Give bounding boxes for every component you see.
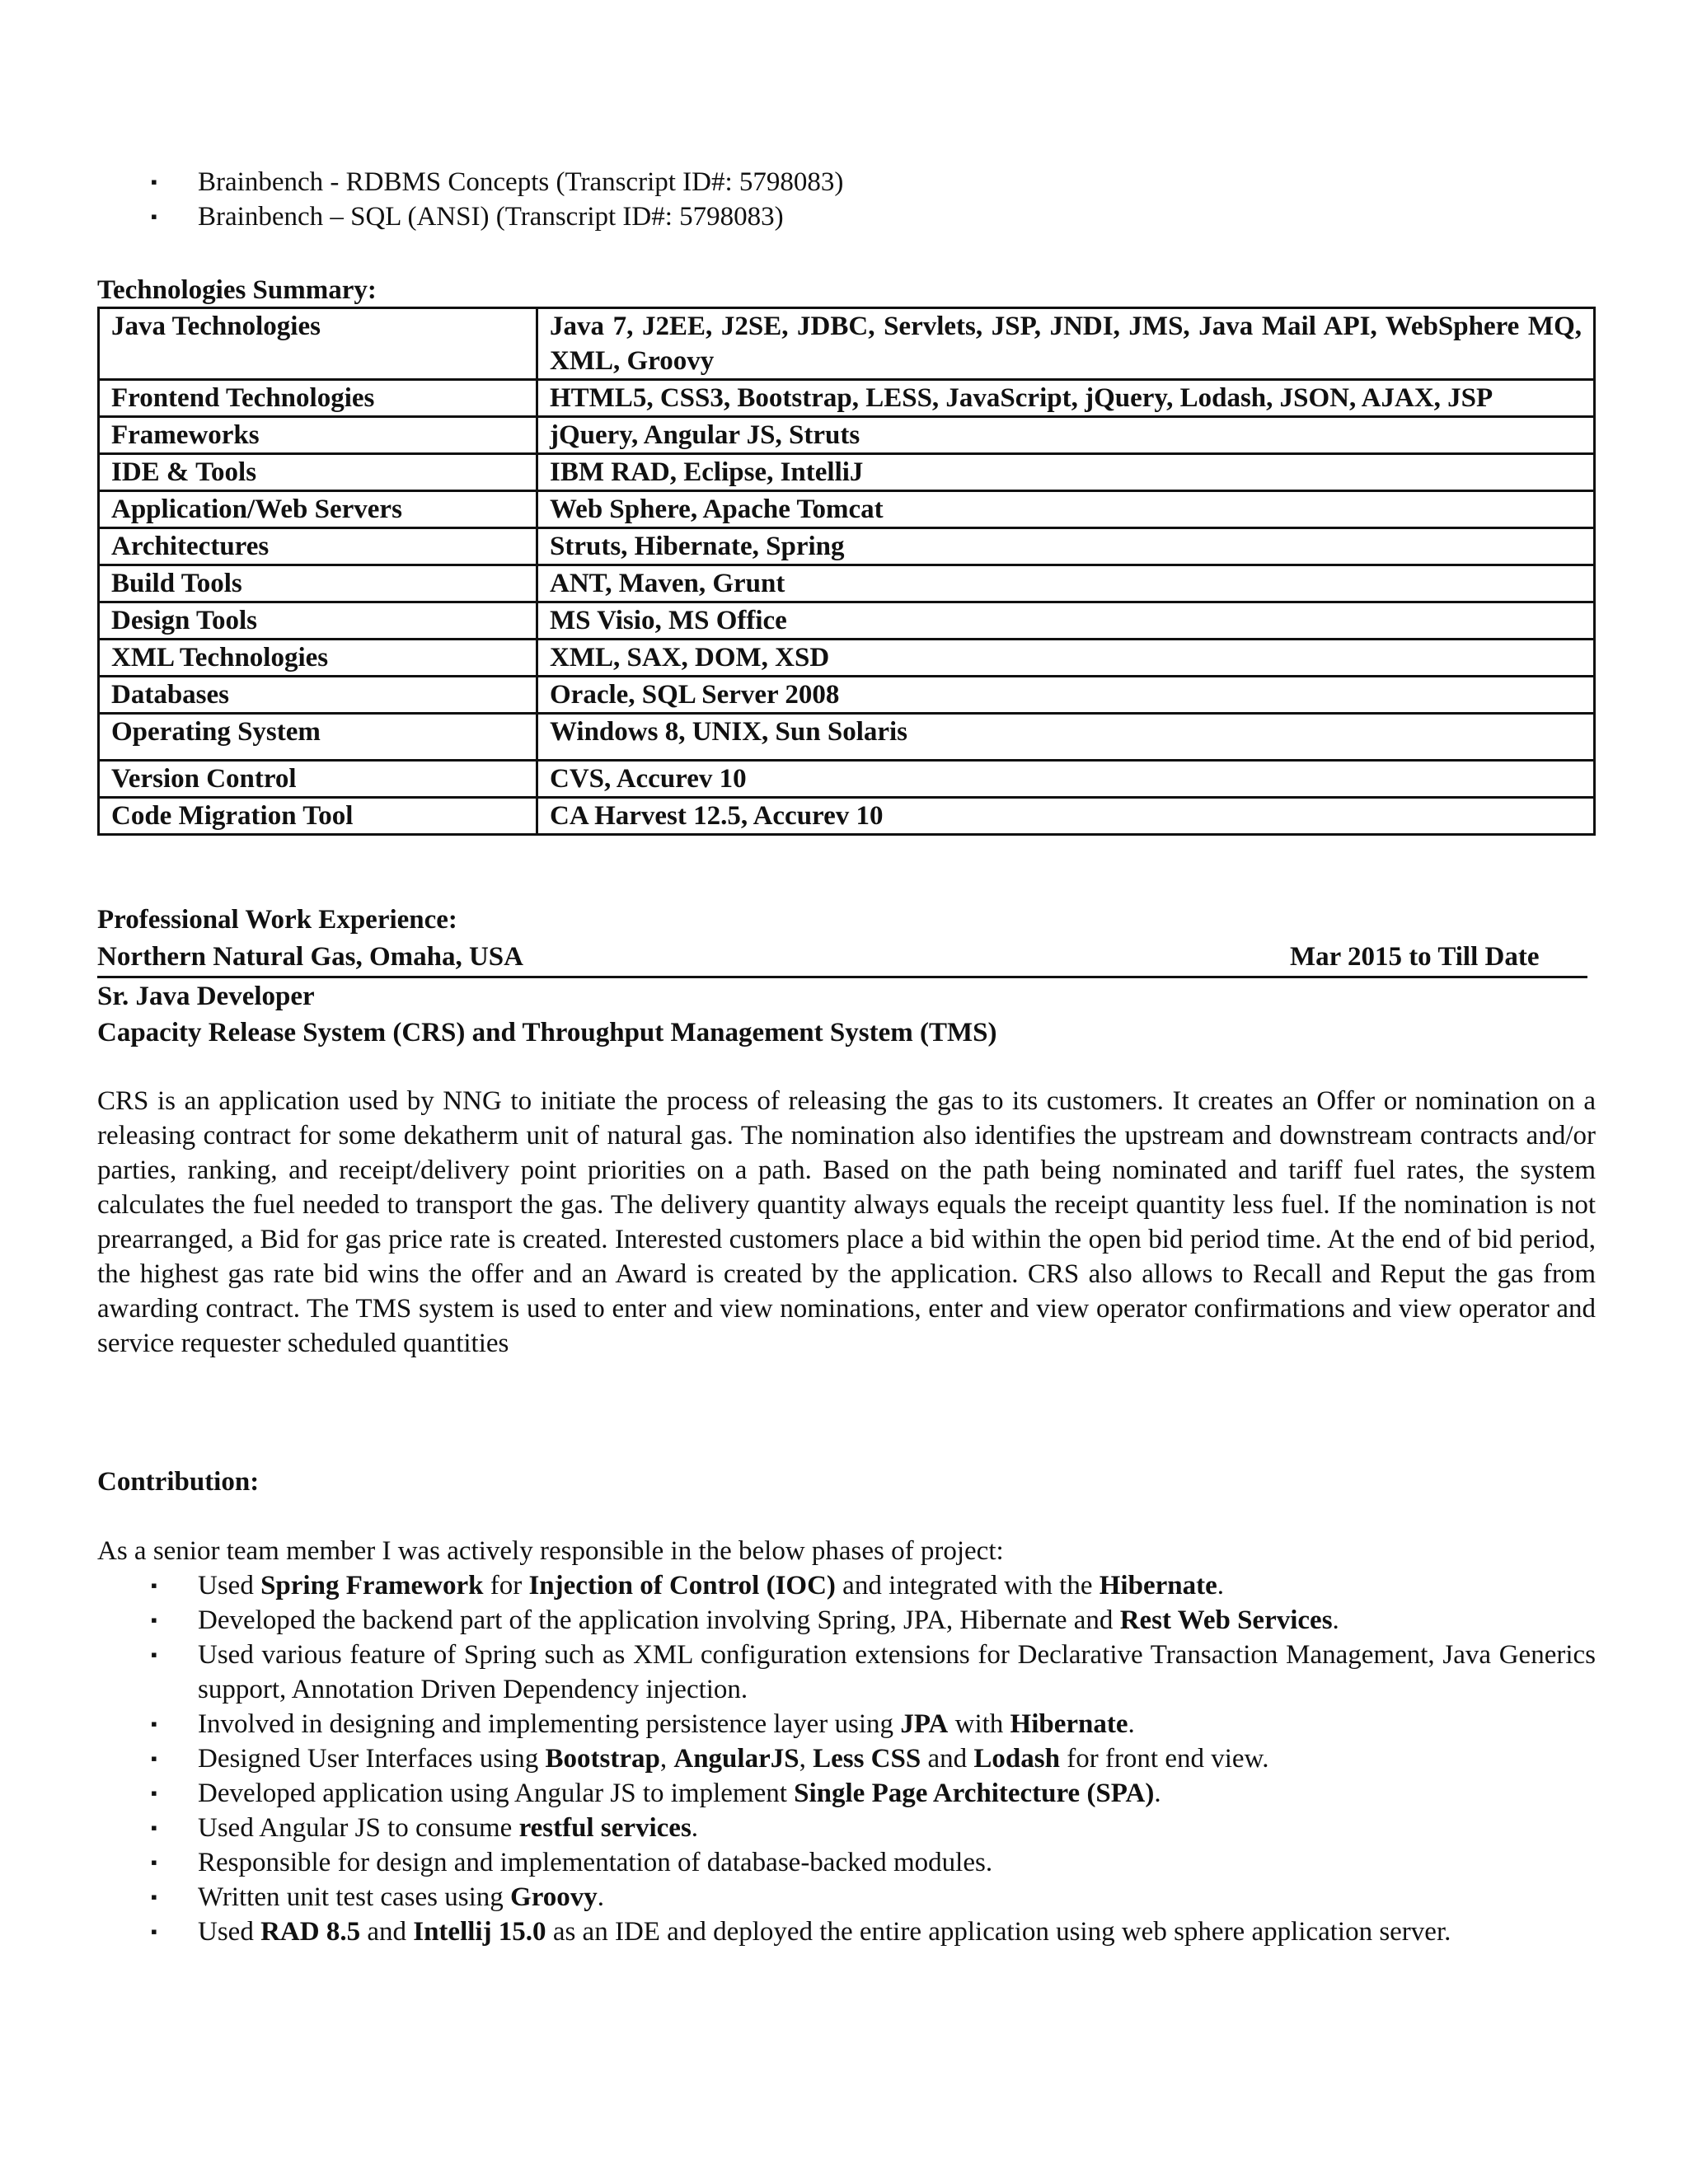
text-run: , (659, 1744, 674, 1774)
bullet-marker: ▪ (151, 1610, 157, 1630)
text-run: for front end view. (1059, 1744, 1269, 1774)
tech-items: Oracle, SQL Server 2008 (537, 677, 1595, 714)
bold-term: AngularJS (673, 1744, 799, 1774)
tech-category: Build Tools (99, 565, 537, 602)
tech-row (99, 640, 1595, 677)
tech-row (99, 417, 1595, 454)
job-role: Sr. Java Developer (97, 982, 315, 1011)
text-run: and integrated with the (835, 1571, 1100, 1601)
bullet-marker: ▪ (151, 1748, 157, 1769)
tech-category: Application/Web Servers (99, 491, 537, 528)
tech-category: Frameworks (99, 417, 537, 454)
bullet-marker: ▪ (151, 1921, 157, 1942)
bold-term: Groovy (510, 1882, 598, 1912)
text-run: . (1128, 1709, 1135, 1739)
contribution-item (198, 1638, 1596, 1707)
bold-term: Spring Framework (260, 1571, 484, 1601)
text-run: Developed application using Angular JS to implement (198, 1779, 795, 1808)
tech-row (99, 565, 1595, 602)
tech-category: Databases (99, 677, 537, 714)
tech-category: Version Control (99, 761, 537, 798)
tech-items: Windows 8, UNIX, Sun Solaris (537, 714, 1595, 761)
text-run: and (921, 1744, 974, 1774)
tech-row (99, 677, 1595, 714)
text-run: Designed User Interfaces using (198, 1744, 546, 1774)
bullet-marker: ▪ (151, 1783, 157, 1803)
contribution-item (198, 1568, 1596, 1603)
bullet-marker: ▪ (151, 1644, 157, 1665)
text-run: . (691, 1813, 699, 1843)
text-run: . (597, 1882, 605, 1912)
contribution-item (198, 1741, 1596, 1776)
bold-term: Injection of Control (IOC) (528, 1571, 836, 1601)
bold-term: Single Page Architecture (SPA) (794, 1779, 1155, 1808)
text-run: Used various feature of Spring such as XML configuration extensions for Declarative Transaction Management, Java Generics support, Annotation Driven Dependency injection. (198, 1640, 1596, 1704)
text-run: . (1217, 1571, 1224, 1601)
certification-item: Brainbench – SQL (ANSI) (Transcript ID#: 5798083) (198, 202, 784, 232)
text-run: . (1154, 1779, 1161, 1808)
bullet-marker: ▪ (151, 1575, 157, 1596)
bullet-marker: ▪ (151, 1817, 157, 1838)
company-underline (97, 976, 1587, 978)
bold-term: Hibernate (1099, 1571, 1217, 1601)
text-run: Developed the backend part of the application involving Spring, JPA, Hibernate and (198, 1605, 1120, 1635)
bold-term: Intellij 15.0 (413, 1917, 546, 1947)
text-run: with (948, 1709, 1010, 1739)
tech-row (99, 528, 1595, 565)
tech-items: Web Sphere, Apache Tomcat (537, 491, 1595, 528)
bold-term: Less CSS (813, 1744, 921, 1774)
tech-row (99, 602, 1595, 640)
tech-items: CA Harvest 12.5, Accurev 10 (537, 798, 1595, 835)
text-run: Used (198, 1571, 261, 1601)
employment-dates: Mar 2015 to Till Date (1290, 942, 1540, 972)
text-run: Involved in designing and implementing persistence layer using (198, 1709, 901, 1739)
bold-term: Rest Web Services (1119, 1605, 1333, 1635)
experience-heading: Professional Work Experience: (97, 905, 457, 935)
text-run: . (1332, 1605, 1339, 1635)
tech-items: IBM RAD, Eclipse, IntelliJ (537, 454, 1595, 491)
certification-item: Brainbench - RDBMS Concepts (Transcript ID#: 5798083) (198, 167, 844, 197)
tech-category: Design Tools (99, 602, 537, 640)
tech-items: Java 7, J2EE, J2SE, JDBC, Servlets, JSP, JNDI, JMS, Java Mail API, WebSphere MQ, XML, Groovy (537, 308, 1595, 380)
text-run: and (360, 1917, 414, 1947)
contribution-item (198, 1880, 1596, 1915)
tech-row (99, 380, 1595, 417)
tech-summary-heading: Technologies Summary: (97, 275, 377, 305)
contribution-item (198, 1707, 1596, 1741)
bold-term: Lodash (973, 1744, 1060, 1774)
tech-row (99, 714, 1595, 761)
text-run: as an IDE and deployed the entire application using web sphere application server. (546, 1917, 1451, 1947)
tech-items: jQuery, Angular JS, Struts (537, 417, 1595, 454)
project-description: CRS is an application used by NNG to initiate the process of releasing the gas to its customers. It creates an Offer or nomination on a releasing contract for some dekatherm unit of natural gas. The nomination also identifies the upstream and downstream contracts and/or parties, ranking, and receipt/delivery point priorities on a path. Based on the path being nominated and tariff fuel rates, the system calculates the fuel needed to transport the gas. The delivery quantity always equals the receipt quantity less fuel. If the nomination is not prearranged, a Bid for gas price rate is created. Interested customers place a bid within the open bid period time. At the end of bid period, the highest gas rate bid wins the offer and an Award is created by the application. CRS also allows to Recall and Reput the gas from awarding contract. The TMS system is used to enter and view nominations, enter and view operator confirmations and view operator and service requester scheduled quantities (97, 1086, 1596, 1358)
tech-category: Architectures (99, 528, 537, 565)
tech-category: XML Technologies (99, 640, 537, 677)
contribution-item (198, 1811, 1596, 1845)
bullet-marker: ▪ (151, 1886, 157, 1907)
tech-items: MS Visio, MS Office (537, 602, 1595, 640)
tech-items: CVS, Accurev 10 (537, 761, 1595, 798)
tech-row (99, 798, 1595, 835)
bullet-marker: ▪ (151, 171, 157, 192)
tech-row (99, 454, 1595, 491)
tech-category: Code Migration Tool (99, 798, 537, 835)
tech-row (99, 491, 1595, 528)
bold-term: RAD 8.5 (260, 1917, 361, 1947)
tech-category: Frontend Technologies (99, 380, 537, 417)
bold-term: Bootstrap (545, 1744, 660, 1774)
tech-items: ANT, Maven, Grunt (537, 565, 1595, 602)
text-run: Responsible for design and implementation of database-backed modules. (198, 1848, 993, 1877)
bold-term: JPA (900, 1709, 949, 1739)
tech-summary-body (99, 308, 1595, 835)
bold-term: Hibernate (1010, 1709, 1128, 1739)
tech-category: Operating System (99, 714, 537, 761)
tech-items: XML, SAX, DOM, XSD (537, 640, 1595, 677)
company-name: Northern Natural Gas, Omaha, USA (97, 942, 523, 972)
bullet-marker: ▪ (151, 1713, 157, 1734)
tech-category: Java Technologies (99, 308, 537, 380)
tech-row (99, 761, 1595, 798)
bullet-marker: ▪ (151, 1852, 157, 1872)
text-run: , (799, 1744, 814, 1774)
text-run: Used (198, 1917, 261, 1947)
tech-row (99, 308, 1595, 380)
tech-category: IDE & Tools (99, 454, 537, 491)
text-run: Written unit test cases using (198, 1882, 511, 1912)
contribution-item (198, 1915, 1596, 1949)
bold-term: restful services (518, 1813, 692, 1843)
text-run: Used Angular JS to consume (198, 1813, 519, 1843)
contribution-item (198, 1603, 1596, 1638)
tech-items: Struts, Hibernate, Spring (537, 528, 1595, 565)
contribution-item (198, 1776, 1596, 1811)
contribution-item (198, 1845, 1596, 1880)
tech-summary-table (97, 307, 1596, 836)
text-run: for (483, 1571, 529, 1601)
project-title: Capacity Release System (CRS) and Throughput Management System (TMS) (97, 1018, 997, 1047)
tech-items: HTML5, CSS3, Bootstrap, LESS, JavaScript, jQuery, Lodash, JSON, AJAX, JSP (537, 380, 1595, 417)
bullet-marker: ▪ (151, 206, 157, 227)
contribution-heading: Contribution: (97, 1467, 260, 1497)
contribution-intro: As a senior team member I was actively responsible in the below phases of project: (97, 1536, 1004, 1566)
